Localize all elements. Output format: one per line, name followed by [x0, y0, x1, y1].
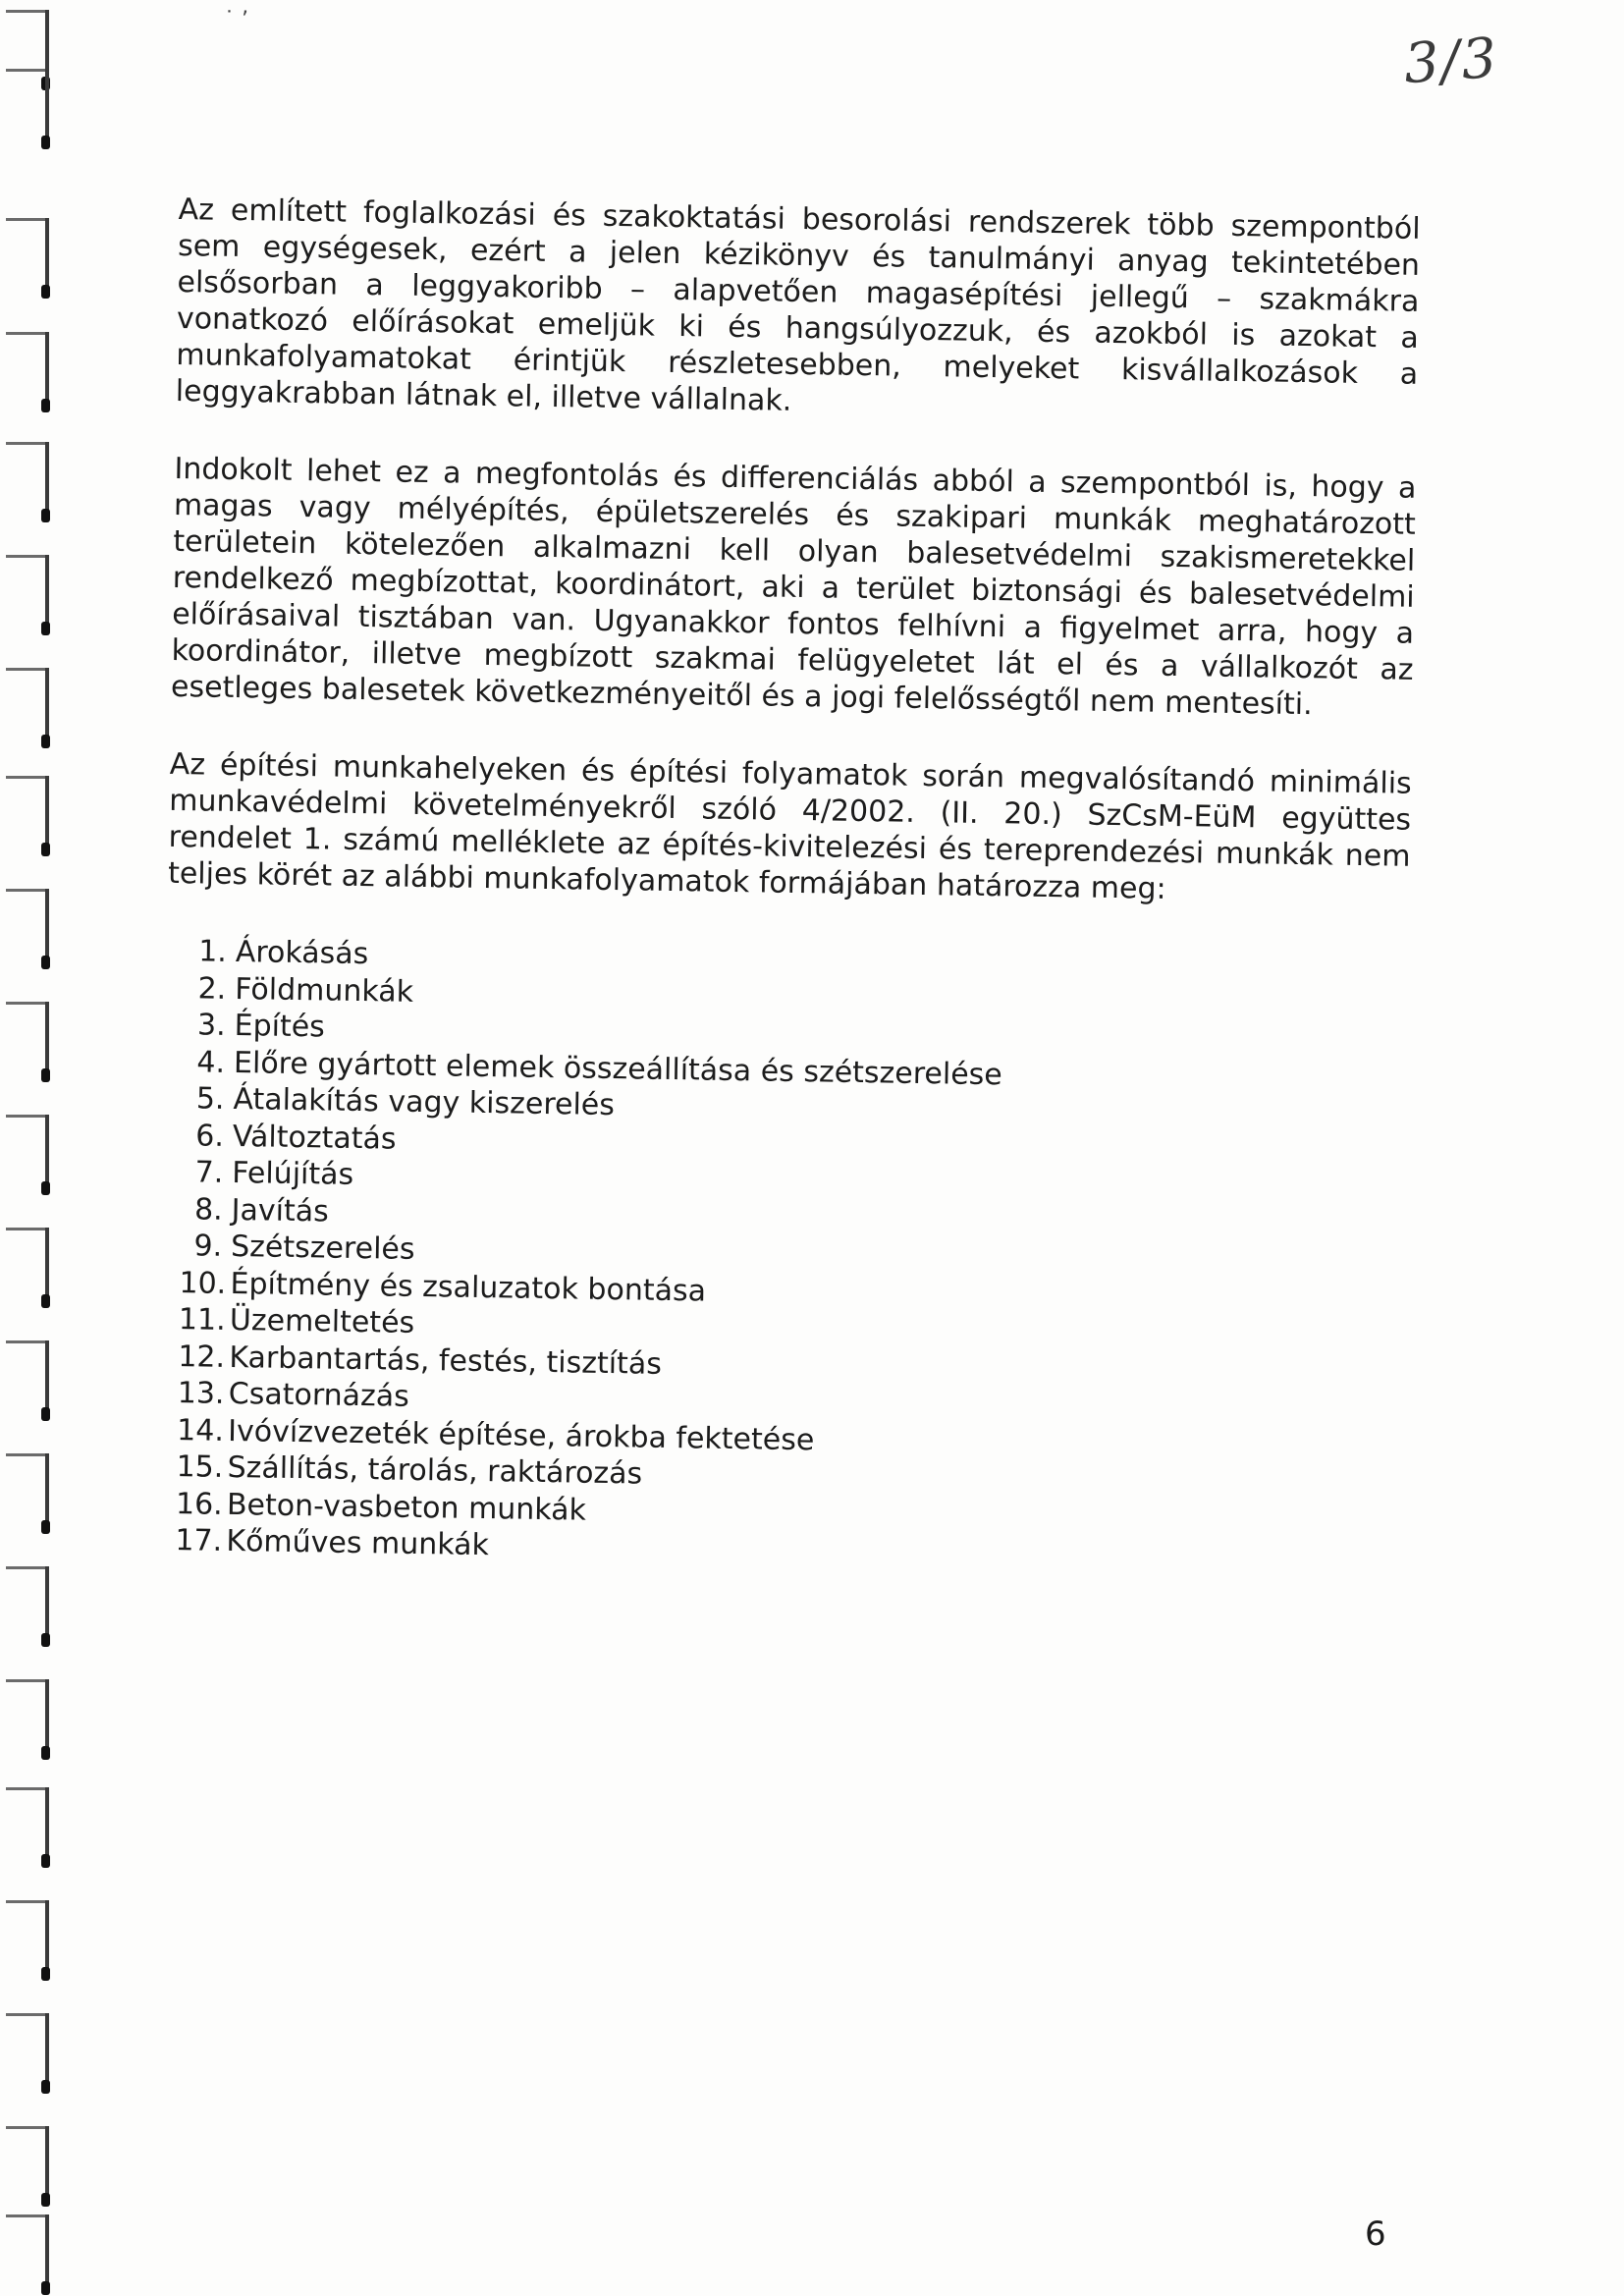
binding-hole	[6, 1115, 49, 1191]
binding-hole	[6, 555, 49, 631]
list-item-number: 1.	[197, 934, 228, 969]
list-item-text: Változtatás	[232, 1119, 397, 1157]
list-item-text: Építmény és zsaluzatok bontása	[230, 1266, 707, 1309]
handwritten-page-fraction: 3/3	[1401, 26, 1501, 97]
paragraph-1: Az említett foglalkozási és szakoktatási besorolási rendszerek több szempontból sem egységesek, ezért a jelen kézikönyv és tanulmányi anyag tekintetében elsősorban a leggyakoribb – alapvetően magasépítési jellegű – szakmákra vonatkozó előírásokat emeljük ki és hangsúlyozzuk, és azokból is azokat a munkafolyamatokat érintjük részletesebben, melyeket kisvállalkozások a leggyakrabban látnak el, illetve vállalnak.	[175, 191, 1421, 418]
paragraph-3: Az építési munkahelyeken és építési folyamatok során megvalósítandó minimális munkavédelmi követelményekről szóló 4/2002. (II. 20.) SzCsM-EüM együttes rendelet 1. számú melléklete az építés-kivitelezési és tereprendezési munkák nem teljes körét az alábbi munkafolyamatok formájában határozza meg:	[167, 746, 1412, 906]
list-item-text: Kőműves munkák	[226, 1523, 490, 1563]
list-item-number: 17.	[175, 1523, 223, 1558]
list-item-text: Csatornázás	[228, 1376, 410, 1414]
list-item-number: 4.	[196, 1044, 226, 1080]
work-process-list	[157, 933, 1409, 1578]
binding-hole	[6, 1566, 49, 1643]
binding-hole	[6, 69, 49, 145]
list-item-text: Szállítás, tárolás, raktározás	[227, 1449, 643, 1492]
list-item-text: Építés	[234, 1008, 326, 1045]
list-item-text: Előre gyártott elemek összeállítása és szétszerelése	[233, 1045, 1003, 1092]
list-item-number: 6.	[195, 1118, 225, 1154]
binding-hole	[6, 668, 49, 744]
list-item-text: Szétszerelés	[230, 1229, 415, 1267]
list-item-text: Árokásás	[235, 935, 369, 972]
list-item-number: 3.	[196, 1008, 226, 1043]
binding-hole	[6, 1787, 49, 1864]
binding-hole	[6, 1900, 49, 1977]
page-number: 6	[1365, 2214, 1386, 2254]
list-item-number: 15.	[176, 1449, 224, 1485]
paragraph-2: Indokolt lehet ez a megfontolás és differenciálás abból a szempontból is, hogy a magas vagy mélyépítés, épületszerelés és szakipari munkák meghatározott területein kötelezően alkalmazni kell olyan balesetvédelmi szakismeretekkel rendelkező megbízottat, koordinátort, aki a terület biztonsági és balesetvédelmi előírásaival tisztában van. Ugyanakkor fontos felhívni a figyelmet arra, hogy a koordinátor, illetve megbízott szakmai felügyeletet lát el és a vállalkozót az esetleges balesetek következményeitől és a jogi felelősségtől nem mentesíti.	[170, 451, 1417, 723]
binding-hole	[6, 2013, 49, 2090]
binding-hole	[6, 218, 49, 295]
list-item-number: 14.	[176, 1412, 225, 1449]
binding-hole	[6, 776, 49, 852]
list-item-number: 11.	[178, 1302, 226, 1338]
list-item-text: Felújítás	[232, 1155, 354, 1192]
list-item-text: Átalakítás vagy kiszerelés	[233, 1081, 616, 1123]
scan-specks: ˙ ’	[224, 8, 248, 32]
list-item-number: 7.	[194, 1155, 224, 1190]
list-item-number: 13.	[177, 1376, 225, 1411]
list-item-number: 2.	[197, 970, 227, 1007]
binding-hole	[6, 442, 49, 519]
binding-hole	[6, 889, 49, 965]
list-item-text: Üzemeltetés	[229, 1302, 415, 1340]
document-body	[157, 191, 1421, 1578]
list-item-number: 5.	[195, 1081, 225, 1117]
list-item-number: 12.	[178, 1339, 226, 1375]
list-item-text: Beton-vasbeton munkák	[226, 1487, 587, 1528]
binding-hole	[6, 1002, 49, 1078]
list-item-number: 16.	[175, 1486, 224, 1522]
list-item-text: Ivóvízvezeték építése, árokba fektetése	[227, 1413, 815, 1457]
binding-hole	[6, 1228, 49, 1304]
list-item-number: 10.	[179, 1265, 227, 1301]
binding-hole	[6, 1340, 49, 1417]
list-item-text: Javítás	[231, 1192, 330, 1230]
list-item-number: 9.	[193, 1229, 223, 1264]
list-item-text: Földmunkák	[234, 971, 414, 1010]
binding-hole	[6, 1453, 49, 1530]
list-item-text: Karbantartás, festés, tisztítás	[229, 1339, 663, 1382]
binding-marks	[0, 0, 69, 2296]
binding-hole	[6, 2126, 49, 2203]
binding-hole	[6, 1679, 49, 1756]
list-item-number: 8.	[193, 1191, 223, 1228]
binding-hole	[6, 2214, 49, 2291]
binding-hole	[6, 332, 49, 409]
